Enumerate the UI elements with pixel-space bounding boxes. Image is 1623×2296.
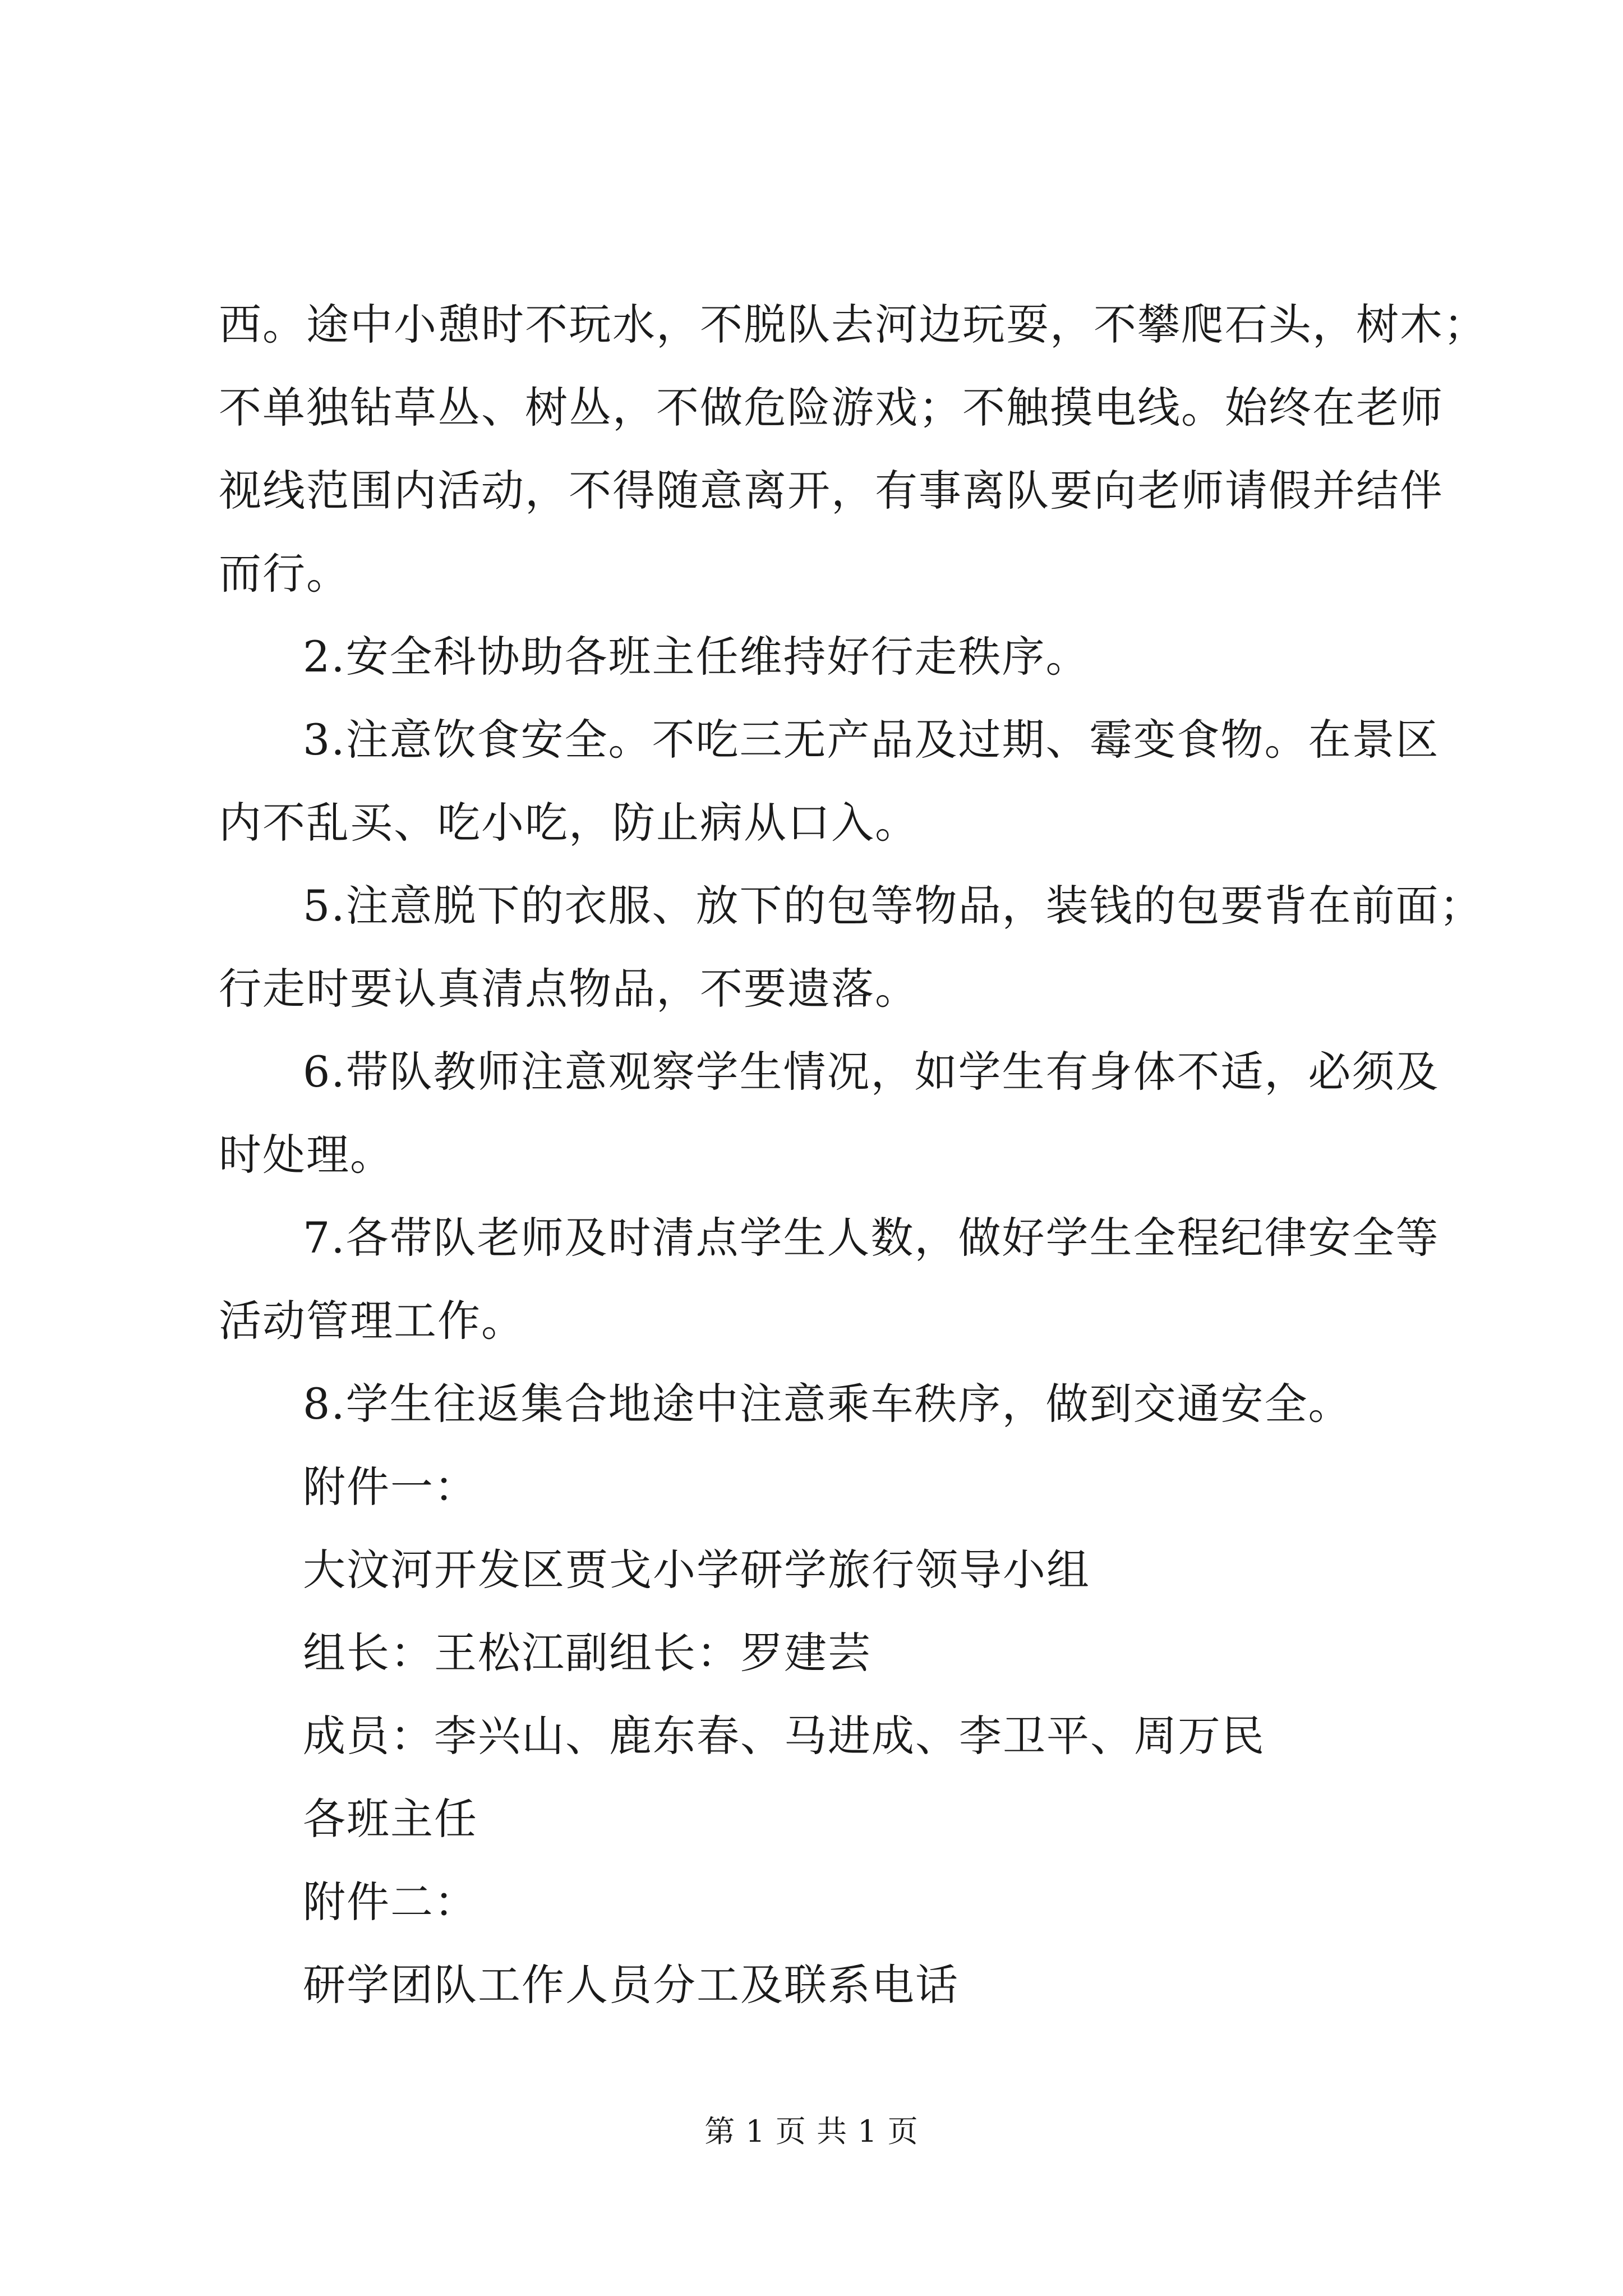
paragraph-line: 西。途中小憩时不玩水，不脱队去河边玩耍，不攀爬石头，树木； (219, 300, 1487, 349)
paragraph-line: 时处理。 (219, 1130, 394, 1180)
attachment-two-heading: 附件二： (303, 1877, 478, 1927)
list-item-5: 5.注意脱下的衣服、放下的包等物品，装钱的包要背在前面； (303, 881, 1483, 931)
list-item-2: 2.安全科协助各班主任维持好行走秩序。 (303, 632, 1090, 682)
list-item-3: 3.注意饮食安全。不吃三无产品及过期、霉变食物。在景区 (303, 715, 1440, 765)
document-body (219, 283, 1487, 2027)
leadership-group-title: 大汶河开发区贾戈小学研学旅行领导小组 (303, 1545, 1090, 1595)
paragraph-line: 活动管理工作。 (219, 1296, 525, 1346)
list-item-8: 8.学生往返集合地途中注意乘车秩序，做到交通安全。 (303, 1379, 1352, 1429)
group-leaders: 组长：王松江副组长：罗建芸 (303, 1628, 872, 1678)
attachment-one-heading: 附件一： (303, 1462, 478, 1512)
page-footer: 第 1 页 共 1 页 (704, 2114, 919, 2149)
paragraph-line: 而行。 (219, 549, 350, 599)
paragraph-line: 内不乱买、吃小吃，防止病从口入。 (219, 798, 919, 848)
class-teachers: 各班主任 (303, 1794, 478, 1844)
paragraph-line: 视线范围内活动，不得随意离开，有事离队要向老师请假并结伴 (219, 466, 1444, 516)
staff-division-title: 研学团队工作人员分工及联系电话 (303, 1960, 959, 2010)
group-members: 成员：李兴山、鹿东春、马进成、李卫平、周万民 (303, 1711, 1265, 1761)
paragraph-line: 不单独钻草丛、树丛，不做危险游戏；不触摸电线。始终在老师 (219, 383, 1444, 432)
list-item-6: 6.带队教师注意观察学生情况，如学生有身体不适，必须及 (303, 1047, 1440, 1097)
paragraph-line: 行走时要认真清点物品，不要遗落。 (219, 964, 919, 1014)
list-item-7: 7.各带队老师及时清点学生人数，做好学生全程纪律安全等 (303, 1213, 1440, 1263)
